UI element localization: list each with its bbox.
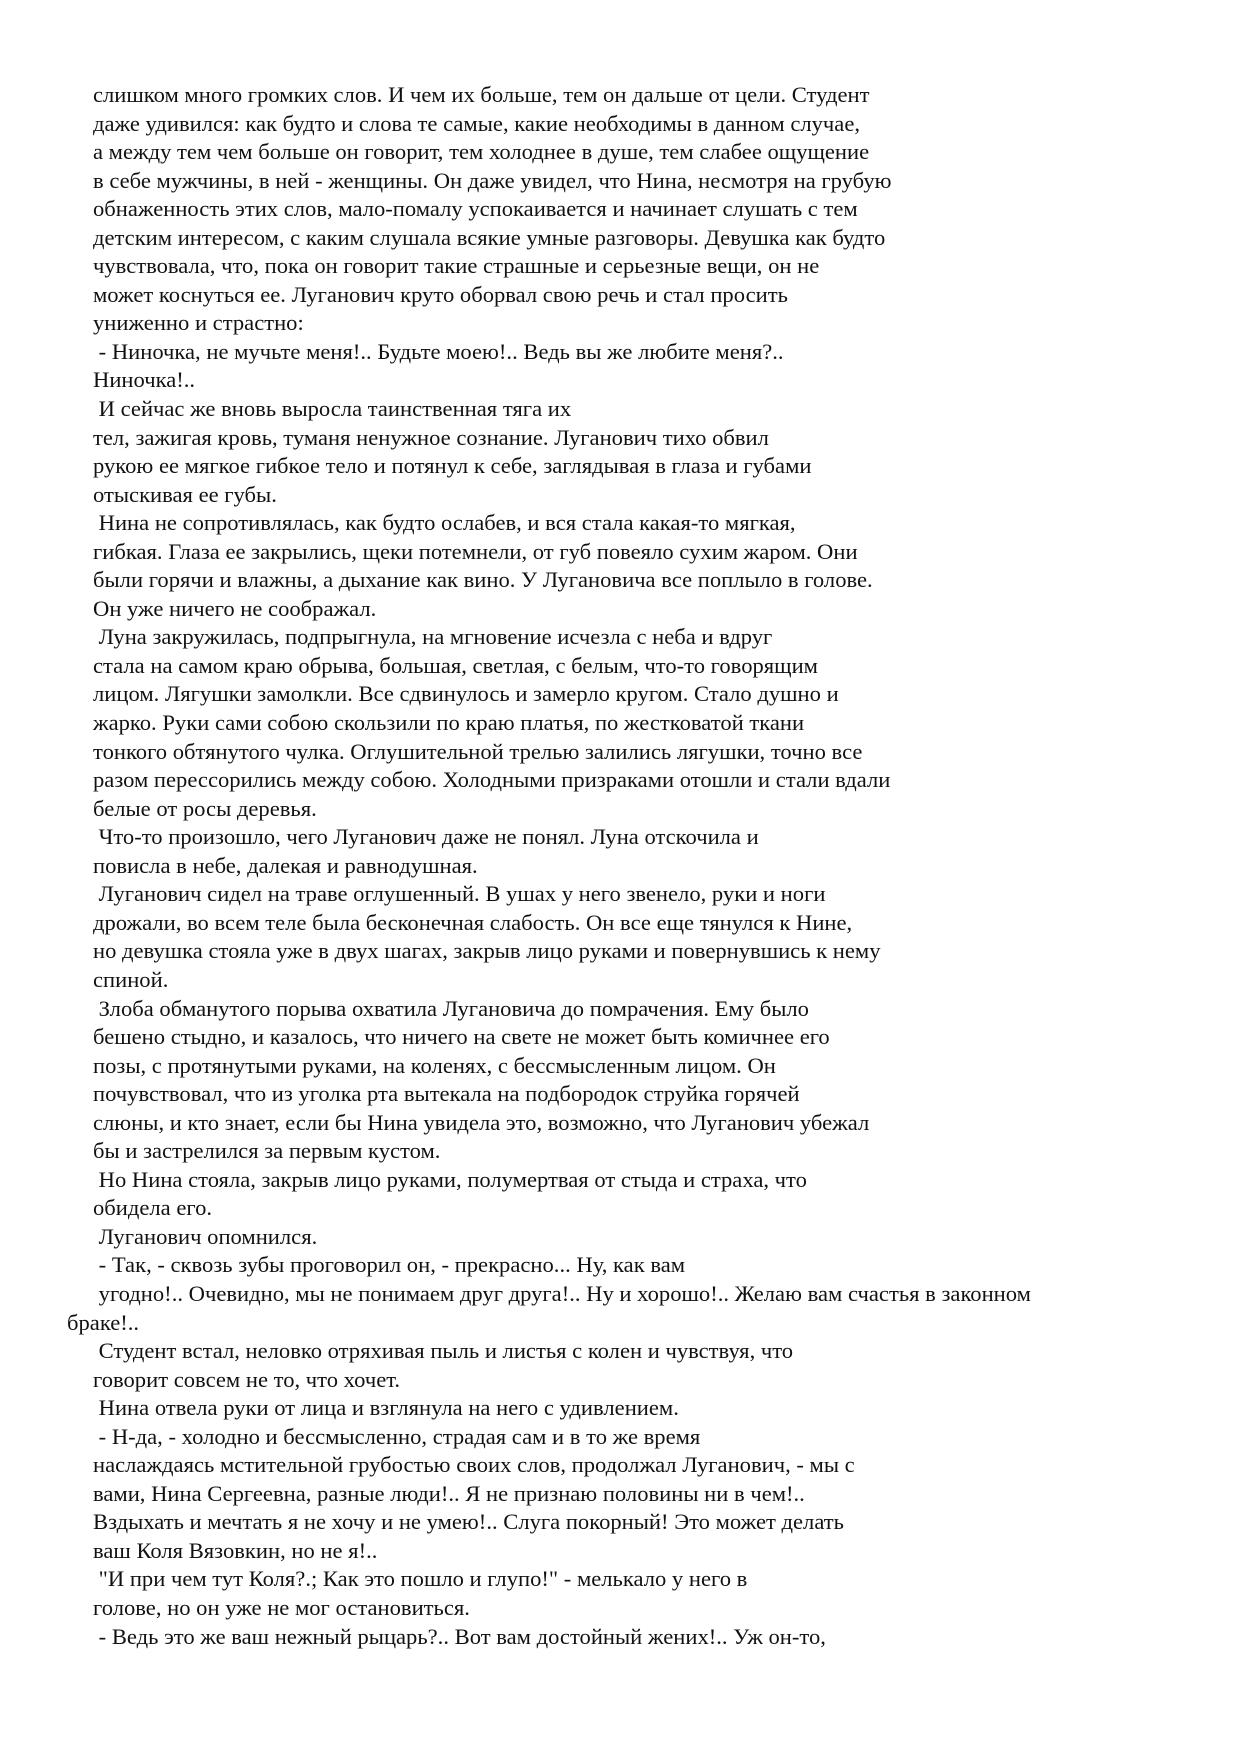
text-line: Что-то произошло, чего Луганович даже не понял. Луна отскочила и [93,824,759,850]
text-line: повисла в небе, далекая и равнодушная. [93,852,478,878]
text-line: Нина отвела руки от лица и взглянула на него с удивлением. [93,1395,679,1421]
text-line: голове, но он уже не мог остановиться. [93,1594,470,1620]
text-line: слюны, и кто знает, если бы Нина увидела это, возможно, что Луганович убежал [93,1109,870,1135]
text-line: - Так, - сквозь зубы проговорил он, - прекрасно... Ну, как вам [93,1252,686,1278]
text-line: Нина не сопротивлялась, как будто ослабев, и вся стала какая-то мягкая, [93,510,796,536]
text-line: слишком много громких слов. И чем их больше, тем он дальше от цели. Студент [93,82,870,107]
text-line: отыскивая ее губы. [93,481,277,507]
text-line: вами, Нина Сергеевна, разные люди!.. Я не признаю половины ни в чем!.. [93,1480,805,1506]
text-line: спиной. [93,966,169,992]
text-line: - Н-да, - холодно и бессмысленно, страдая сам и в то же время [93,1423,701,1449]
text-line: униженно и страстно: [93,310,304,336]
text-line: тел, зажигая кровь, туманя ненужное сознание. Луганович тихо обвил [93,424,769,450]
text-line: И сейчас же вновь выросла таинственная тяга их [93,396,572,422]
text-line: чувствовала, что, пока он говорит такие страшные и серьезные вещи, он не [93,253,820,279]
text-line: - Ведь это же ваш нежный рыцарь?.. Вот вам достойный жених!.. Уж он-то, [93,1623,826,1649]
text-line: жарко. Руки сами собою скользили по краю платья, по жестковатой ткани [93,710,805,736]
text-line: Он уже ничего не соображал. [93,595,377,621]
text-line: разом перессорились между собою. Холодными призраками отошли и стали вдали [93,767,891,793]
text-line: детским интересом, с каким слушала всякие умные разговоры. Девушка как будто [93,224,886,250]
text-line: даже удивился: как будто и слова те самые, какие необходимы в данном случае, [93,110,860,136]
text-line: угодно!.. Очевидно, мы не понимаем друг друга!.. Ну и хорошо!.. Желаю вам счастья в законном [93,1280,1031,1306]
text-line: почувствовал, что из уголка рта вытекала на подбородок струйка горячей [93,1081,800,1107]
text-line: обидела его. [93,1195,213,1221]
text-line: в себе мужчины, в ней - женщины. Он даже увидел, что Нина, несмотря на грубую [93,167,892,193]
text-line: Студент встал, неловко отряхивая пыль и листья с колен и чувствуя, что [93,1338,794,1364]
text-line: может коснуться ее. Луганович круто оборвал свою речь и стал просить [93,281,788,307]
text-line: позы, с протянутыми руками, на коленях, с бессмысленным лицом. Он [93,1052,776,1078]
text-line: Луганович опомнился. [93,1223,318,1249]
text-line: дрожали, во всем теле была бесконечная слабость. Он все еще тянулся к Нине, [93,909,853,935]
text-line: гибкая. Глаза ее закрылись, щеки потемнели, от губ повеяло сухим жаром. Они [93,538,858,564]
text-line: Вздыхать и мечтать я не хочу и не умею!.. Слуга покорный! Это может делать [93,1509,844,1535]
text-line: наслаждаясь мстительной грубостью своих слов, продолжал Луганович, - мы с [93,1452,855,1478]
text-line: тонкого обтянутого чулка. Оглушительной трелью залились лягушки, точно все [93,738,863,764]
text-line: белые от росы деревья. [93,795,317,821]
text-line: Но Нина стояла, закрыв лицо руками, полумертвая от стыда и страха, что [93,1166,807,1192]
text-line: браке!.. [67,1309,140,1335]
text-line: бешено стыдно, и казалось, что ничего на свете не может быть комичнее его [93,1024,830,1050]
text-line: бы и застрелился за первым кустом. [93,1138,441,1164]
text-line: но девушка стояла уже в двух шагах, закрыв лицо руками и повернувшись к нему [93,938,881,964]
text-line: Луна закружилась, подпрыгнула, на мгновение исчезла с неба и вдруг [93,624,773,650]
text-line: "И при чем тут Коля?.; Как это пошло и глупо!" - мелькало у него в [93,1566,748,1592]
text-line: рукою ее мягкое гибкое тело и потянул к себе, заглядывая в глаза и губами [93,453,812,479]
text-line: - Ниночка, не мучьте меня!.. Будьте моею!.. Ведь вы же любите меня?.. [93,338,784,364]
text-line: обнаженность этих слов, мало-помалу успокаивается и начинает слушать с тем [93,196,858,222]
text-line: Ниночка!.. [93,367,196,393]
text-line: были горячи и влажны, а дыхание как вино. У Лугановича все поплыло в голове. [93,567,873,593]
text-line: а между тем чем больше он говорит, тем холоднее в душе, тем слабее ощущение [93,139,870,165]
text-line: стала на самом краю обрыва, большая, светлая, с белым, что-то говорящим [93,652,818,678]
body-text [67,81,1213,1651]
text-line: Луганович сидел на траве оглушенный. В ушах у него звенело, руки и ноги [93,881,826,907]
text-line: ваш Коля Вязовкин, но не я!.. [93,1537,378,1563]
text-line: Злоба обманутого порыва охватила Лугановича до помрачения. Ему было [93,995,809,1021]
text-line: говорит совсем не то, что хочет. [93,1366,401,1392]
text-line: лицом. Лягушки замолкли. Все сдвинулось и замерло кругом. Стало душно и [93,681,839,707]
